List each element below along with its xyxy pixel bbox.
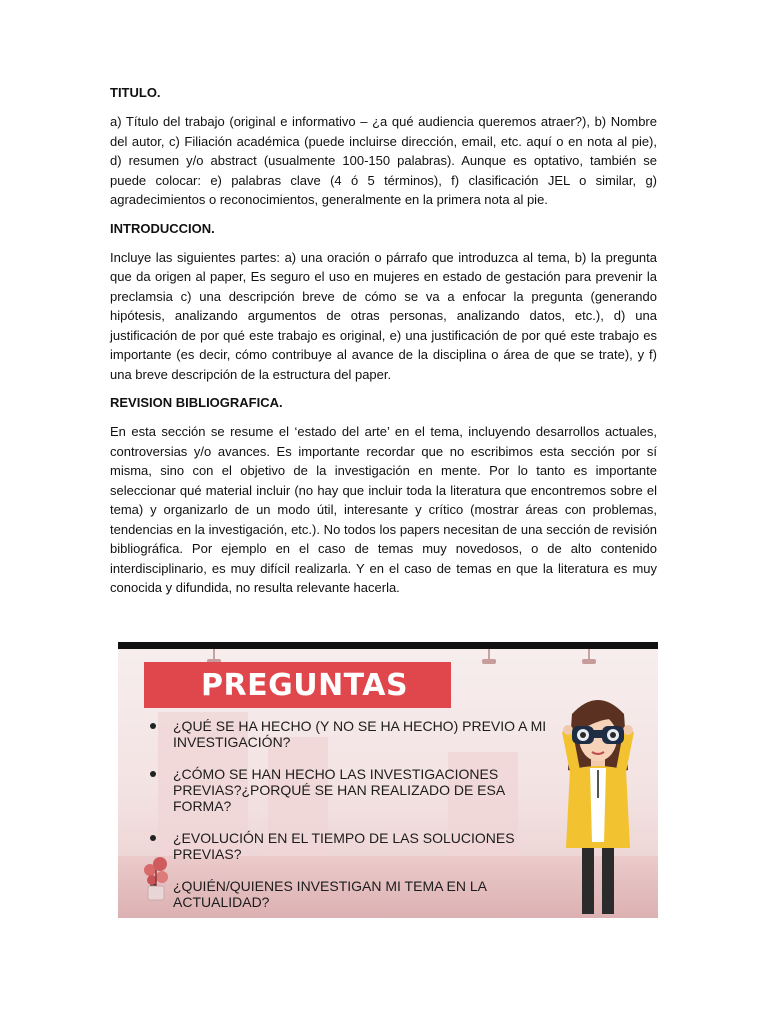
slide-top-border xyxy=(118,642,658,649)
section-heading-titulo: TITULO. xyxy=(110,85,161,100)
question-text: ¿QUIÉN/QUIENES INVESTIGAN MI TEMA EN LA ACTUALIDAD? xyxy=(173,878,487,910)
question-text: ¿CÓMO SE HAN HECHO LAS INVESTIGACIONES PREVIAS?¿PORQUÉ SE HAN REALIZADO DE ESA FORMA? xyxy=(173,766,505,814)
question-item xyxy=(148,718,548,750)
question-text: ¿QUÉ SE HA HECHO (Y NO SE HA HECHO) PREVIO A MI INVESTIGACIÓN? xyxy=(173,718,547,750)
bullet-icon xyxy=(150,835,156,841)
title-banner xyxy=(144,662,451,708)
ceiling-lamp xyxy=(588,649,590,661)
slide-title: PREGUNTAS xyxy=(201,668,409,703)
question-text: ¿EVOLUCIÓN EN EL TIEMPO DE LAS SOLUCIONES PREVIAS? xyxy=(173,830,515,862)
questions-list xyxy=(148,718,548,910)
section-body-titulo: a) Título del trabajo (original e informativo – ¿a qué audiencia queremos atraer?), b) Nombre del autor, c) Filiación académica (puede incluirse dirección, email, etc. aquí o en nota al pie), d) resumen y/o abstract (usualmente 100-150 palabras). Aunque es optativo, también se puede colocar: e) palabras clave (4 ó 5 términos), f) clasificación JEL o similar, g) agradecimientos o reconocimientos, generalmente en la primera nota al pie. xyxy=(110,114,657,207)
question-item xyxy=(148,766,548,814)
bullet-icon xyxy=(150,771,156,777)
ceiling-lamp xyxy=(488,649,490,661)
section-heading-introduccion: INTRODUCCION. xyxy=(110,220,215,236)
woman-with-binoculars-illustration xyxy=(548,692,648,918)
section-body-introduccion: Incluye las siguientes partes: a) una oración o párrafo que introduzca al tema, b) la pregunta que da origen al paper, Es seguro el uso en mujeres en estado de gestación para prevenir la preclamsia c) una descripción breve de cómo se va a enfocar la pregunta (generando hipótesis, analizando argumentos de otras personas, analizando datos, etc.), d) una justificación de por qué este trabajo es original, e) una justificación de por qué este trabajo es importante (es decir, cómo contribuye al avance de la disciplina o área de que se trate), y f) una breve descripción de la estructura del paper. xyxy=(110,249,657,382)
ceiling-lamp xyxy=(213,649,215,661)
bullet-icon xyxy=(150,723,156,729)
potted-plant-icon xyxy=(140,852,172,902)
preguntas-slide-image xyxy=(118,642,658,918)
section-body-revision: En esta sección se resume el ‘estado del arte’ en el tema, incluyendo desarrollos actuales, controversias y/o avances. Es importante recordar que no escribimos esta sección por sí misma, sino con el objetivo de la investigación en mente. Por lo tanto es importante seleccionar qué material incluir (no hay que incluir toda la literatura que encontremos sobre el tema) y organizarlo de un modo útil, interesante y crítico (mostrar áreas con problemas, tendencias en la investigación, etc.). No todos los papers necesitan de una sección de revisión bibliográfica. Por ejemplo en el caso de temas muy novedosos, o de alto contenido interdisciplinario, es muy difícil realizarla. Y en el caso de temas en que la literatura es muy conocida y difundida, no resulta relevante hacerla. xyxy=(110,424,657,595)
question-item xyxy=(148,830,548,862)
question-item xyxy=(148,878,548,910)
section-heading-revision: REVISION BIBLIOGRAFICA. xyxy=(110,395,283,410)
document-page xyxy=(110,84,657,608)
